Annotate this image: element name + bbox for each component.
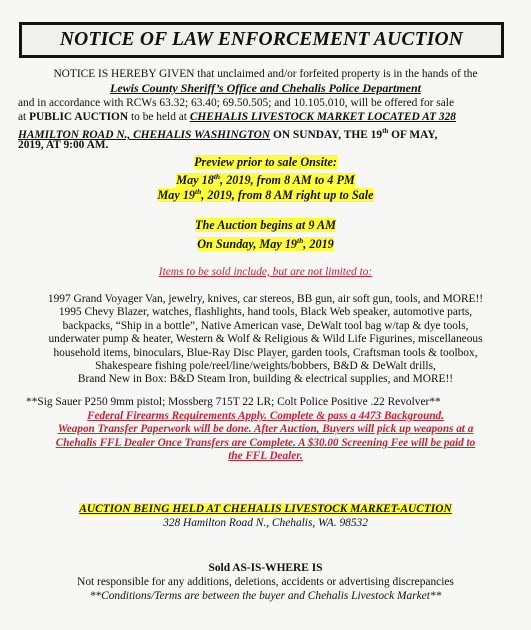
items-line: backpacks, “Ship in a bottle”, Native American vase, DeWalt tool bag w/tap & dye tools,: [62, 319, 469, 332]
preview-day-1-time: , 2019, from 8 AM to 4 PM: [220, 173, 355, 188]
preview-day-1-suffix: th: [213, 172, 221, 181]
preview-block: [18, 155, 513, 205]
intro-at: at: [18, 111, 30, 123]
preview-heading: Preview prior to sale Onsite:: [194, 155, 337, 169]
preview-day-2-suffix: th: [195, 187, 202, 196]
preview-day-2: [157, 188, 373, 202]
items-line: underwater pump & heater, Western & Wolf & Religious & Wild Life Figurines, miscellaneous: [48, 333, 483, 346]
sold-as-is: Sold AS-IS-WHERE IS: [208, 562, 323, 574]
firearms-line: the FFL Dealer.: [228, 450, 303, 463]
begins-block: [18, 218, 513, 252]
begins-date: On Sunday, May 19: [197, 237, 298, 252]
intro-held-at: to be held at: [128, 111, 190, 123]
firearms-line: Chehalis FFL Dealer Once Transfers are Complete. A $30.00 Screening Fee will be paid to: [55, 436, 476, 449]
may-text: OF MAY,: [388, 128, 438, 141]
begins-year: , 2019: [303, 237, 334, 252]
firearms-list: **Sig Sauer P250 9mm pistol; Mossberg 715T 22 LR; Colt Police Positive .22 Revolver**: [26, 396, 441, 408]
public-auction-text: PUBLIC AUCTION: [29, 111, 129, 123]
agency-names: Lewis County Sheriff’s Office and Chehalis Police Department: [110, 81, 421, 95]
begins-line-2: [197, 237, 334, 251]
sunday-text: ON SUNDAY, THE 19: [270, 128, 383, 141]
notice-title: NOTICE OF LAW ENFORCEMENT AUCTION: [19, 22, 504, 58]
intro-line-4: [18, 111, 513, 125]
items-heading: Items to be sold include, but are not limited to:: [158, 266, 373, 278]
auction-location: [18, 503, 513, 517]
firearms-requirements: [18, 410, 513, 464]
items-line: 1995 Chevy Blazer, watches, flashlights, hand tools, Black Web speaker, automotive parts,: [58, 306, 473, 319]
preview-day-2-time: , 2019, from 8 AM right up to Sale: [201, 188, 374, 203]
responsibility-disclaimer: Not responsible for any additions, deletions, accidents or advertising discrepancies: [77, 576, 454, 588]
begins-line-1: The Auction begins at 9 AM: [195, 218, 336, 232]
hamilton-road-text: HAMILTON ROAD N., CHEHALIS WASHINGTON: [18, 128, 271, 141]
market-location-text: CHEHALIS LIVESTOCK MARKET LOCATED AT 328: [189, 111, 456, 123]
items-line: 1997 Grand Voyager Van, jewelry, knives, car stereos, BB gun, air soft gun, tools, and MORE!!: [47, 293, 484, 305]
location-heading: AUCTION BEING HELD AT CHEHALIS LIVESTOCK MARKET-AUCTION: [79, 503, 452, 515]
firearms-line: Weapon Transfer Paperwork will be done. After Auction, Buyers will pick up weapons at a: [57, 423, 474, 436]
preview-day-1-date: May 18: [176, 173, 214, 188]
firearms-line: Federal Firearms Requirements Apply. Complete & pass a 4473 Background.: [87, 410, 444, 422]
items-line: Shakespeare fishing pole/reel/line/weights/bobbers, B&D & DeWalt drills,: [95, 360, 436, 373]
intro-line-3: and in accordance with RCWs 63.32; 63.40; 69.50.505; and 10.105.010, will be offered for sale: [18, 97, 455, 109]
intro-line-6: 2019, AT 9:00 AM.: [18, 139, 109, 151]
items-line: household items, binoculars, Blue-Ray Disc Player, garden tools, Craftsman tools & toolbox,: [53, 346, 478, 359]
conditions-note: **Conditions/Terms are between the buyer and Chehalis Livestock Market**: [89, 590, 442, 602]
intro-line-1: NOTICE IS HEREBY GIVEN that unclaimed and/or forfeited property is in the hands of the: [53, 68, 478, 80]
sunday-suffix: th: [382, 127, 389, 135]
begins-suffix: th: [297, 236, 304, 245]
items-list: [18, 293, 513, 387]
preview-day-2-date: May 19: [157, 188, 196, 203]
location-address: 328 Hamilton Road N., Chehalis, WA. 98532: [163, 517, 368, 529]
items-line: Brand New in Box: B&D Steam Iron, building & electrical supplies, and MORE!!: [77, 373, 454, 386]
